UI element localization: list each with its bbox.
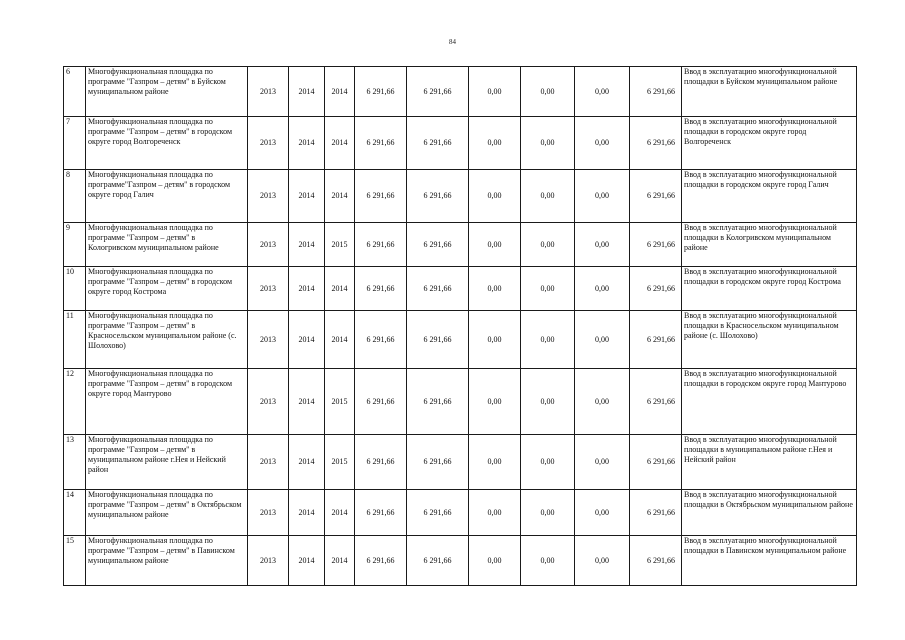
total-amount: 6 291,66: [355, 267, 407, 311]
year-start: 2013: [248, 536, 289, 586]
year-end: 2015: [325, 435, 355, 490]
federal-amount: 6 291,66: [407, 536, 469, 586]
sum-amount: 6 291,66: [630, 490, 682, 536]
row-number: 13: [64, 435, 86, 490]
row-number: 11: [64, 311, 86, 369]
total-amount: 6 291,66: [355, 490, 407, 536]
year-end: 2014: [325, 311, 355, 369]
sum-amount: 6 291,66: [630, 267, 682, 311]
sum-amount: 6 291,66: [630, 223, 682, 267]
municipal-amount: 0,00: [521, 67, 575, 117]
sum-amount: 6 291,66: [630, 536, 682, 586]
expected-result: Ввод в эксплуатацию многофункциональной площадки в Буйском муниципальном районе: [682, 67, 857, 117]
regional-amount: 0,00: [469, 170, 521, 223]
total-amount: 6 291,66: [355, 170, 407, 223]
federal-amount: 6 291,66: [407, 267, 469, 311]
federal-amount: 6 291,66: [407, 311, 469, 369]
year-start: 2013: [248, 223, 289, 267]
table-row: [64, 435, 857, 490]
object-name: Многофункциональная площадка по программе"Газпром – детям" в городском округе город Галич: [86, 170, 248, 223]
year-mid: 2014: [289, 311, 325, 369]
table-row: [64, 490, 857, 536]
object-name: Многофункциональная площадка по программе "Газпром – детям" в городском округе город Кострома: [86, 267, 248, 311]
regional-amount: 0,00: [469, 369, 521, 435]
year-end: 2015: [325, 369, 355, 435]
other-amount: 0,00: [575, 435, 630, 490]
regional-amount: 0,00: [469, 117, 521, 170]
object-name: Многофункциональная площадка по программе "Газпром – детям" в муниципальном районе г.Нея и Нейский район: [86, 435, 248, 490]
year-start: 2013: [248, 490, 289, 536]
municipal-amount: 0,00: [521, 223, 575, 267]
expected-result: Ввод в эксплуатацию многофункциональной площадки в городском округе город Волгореченск: [682, 117, 857, 170]
expected-result: Ввод в эксплуатацию многофункциональной площадки в муниципальном районе г.Нея и Нейский район: [682, 435, 857, 490]
year-start: 2013: [248, 117, 289, 170]
total-amount: 6 291,66: [355, 311, 407, 369]
expected-result: Ввод в эксплуатацию многофункциональной площадки в Красносельском муниципальном районе (с. Шолохово): [682, 311, 857, 369]
row-number: 6: [64, 67, 86, 117]
total-amount: 6 291,66: [355, 223, 407, 267]
regional-amount: 0,00: [469, 311, 521, 369]
object-name: Многофункциональная площадка по программе "Газпром – детям" в Октябрьском муниципальном районе: [86, 490, 248, 536]
table-row: [64, 170, 857, 223]
federal-amount: 6 291,66: [407, 170, 469, 223]
regional-amount: 0,00: [469, 223, 521, 267]
expected-result: Ввод в эксплуатацию многофункциональной площадки в Кологривском муниципальном районе: [682, 223, 857, 267]
other-amount: 0,00: [575, 223, 630, 267]
row-number: 9: [64, 223, 86, 267]
year-start: 2013: [248, 311, 289, 369]
year-mid: 2014: [289, 170, 325, 223]
other-amount: 0,00: [575, 311, 630, 369]
row-number: 8: [64, 170, 86, 223]
year-mid: 2014: [289, 435, 325, 490]
sum-amount: 6 291,66: [630, 117, 682, 170]
federal-amount: 6 291,66: [407, 223, 469, 267]
object-name: Многофункциональная площадка по программе "Газпром – детям" в Буйском муниципальном районе: [86, 67, 248, 117]
federal-amount: 6 291,66: [407, 435, 469, 490]
total-amount: 6 291,66: [355, 536, 407, 586]
federal-amount: 6 291,66: [407, 67, 469, 117]
other-amount: 0,00: [575, 267, 630, 311]
sum-amount: 6 291,66: [630, 67, 682, 117]
year-mid: 2014: [289, 117, 325, 170]
row-number: 10: [64, 267, 86, 311]
total-amount: 6 291,66: [355, 369, 407, 435]
table-row: [64, 311, 857, 369]
year-end: 2014: [325, 536, 355, 586]
municipal-amount: 0,00: [521, 311, 575, 369]
other-amount: 0,00: [575, 490, 630, 536]
municipal-amount: 0,00: [521, 267, 575, 311]
sum-amount: 6 291,66: [630, 311, 682, 369]
year-mid: 2014: [289, 267, 325, 311]
sum-amount: 6 291,66: [630, 170, 682, 223]
year-start: 2013: [248, 435, 289, 490]
table-row: [64, 117, 857, 170]
expected-result: Ввод в эксплуатацию многофункциональной площадки в городском округе город Кострома: [682, 267, 857, 311]
page-number: 84: [449, 38, 456, 46]
sum-amount: 6 291,66: [630, 435, 682, 490]
year-end: 2014: [325, 490, 355, 536]
municipal-amount: 0,00: [521, 170, 575, 223]
other-amount: 0,00: [575, 170, 630, 223]
row-number: 15: [64, 536, 86, 586]
sum-amount: 6 291,66: [630, 369, 682, 435]
regional-amount: 0,00: [469, 67, 521, 117]
object-name: Многофункциональная площадка по программе "Газпром – детям" в Красносельском муниципальном районе (с. Шолохово): [86, 311, 248, 369]
total-amount: 6 291,66: [355, 435, 407, 490]
total-amount: 6 291,66: [355, 67, 407, 117]
year-start: 2013: [248, 170, 289, 223]
municipal-amount: 0,00: [521, 117, 575, 170]
year-end: 2014: [325, 170, 355, 223]
year-end: 2015: [325, 223, 355, 267]
regional-amount: 0,00: [469, 267, 521, 311]
table-row: [64, 536, 857, 586]
year-start: 2013: [248, 67, 289, 117]
table-row: [64, 369, 857, 435]
municipal-amount: 0,00: [521, 490, 575, 536]
other-amount: 0,00: [575, 536, 630, 586]
year-mid: 2014: [289, 490, 325, 536]
regional-amount: 0,00: [469, 435, 521, 490]
row-number: 7: [64, 117, 86, 170]
table-row: [64, 67, 857, 117]
municipal-amount: 0,00: [521, 536, 575, 586]
expected-result: Ввод в эксплуатацию многофункциональной площадки в Павинском муниципальном районе: [682, 536, 857, 586]
municipal-amount: 0,00: [521, 435, 575, 490]
expected-result: Ввод в эксплуатацию многофункциональной площадки в городском округе город Галич: [682, 170, 857, 223]
regional-amount: 0,00: [469, 536, 521, 586]
table-row: [64, 223, 857, 267]
year-mid: 2014: [289, 223, 325, 267]
year-end: 2014: [325, 67, 355, 117]
year-mid: 2014: [289, 536, 325, 586]
other-amount: 0,00: [575, 369, 630, 435]
regional-amount: 0,00: [469, 490, 521, 536]
federal-amount: 6 291,66: [407, 117, 469, 170]
object-name: Многофункциональная площадка по программе "Газпром – детям" в городском округе город Волгореченск: [86, 117, 248, 170]
other-amount: 0,00: [575, 67, 630, 117]
municipal-amount: 0,00: [521, 369, 575, 435]
other-amount: 0,00: [575, 117, 630, 170]
year-mid: 2014: [289, 369, 325, 435]
expected-result: Ввод в эксплуатацию многофункциональной площадки в Октябрьском муниципальном районе: [682, 490, 857, 536]
year-end: 2014: [325, 267, 355, 311]
row-number: 14: [64, 490, 86, 536]
federal-amount: 6 291,66: [407, 369, 469, 435]
object-name: Многофункциональная площадка по программе "Газпром – детям" в Павинском муниципальном районе: [86, 536, 248, 586]
year-start: 2013: [248, 369, 289, 435]
total-amount: 6 291,66: [355, 117, 407, 170]
object-name: Многофункциональная площадка по программе "Газпром – детям" в Кологривском муниципальном районе: [86, 223, 248, 267]
object-name: Многофункциональная площадка по программе "Газпром – детям" в городском округе город Мантурово: [86, 369, 248, 435]
expected-result: Ввод в эксплуатацию многофункциональной площадки в городском округе город Мантурово: [682, 369, 857, 435]
year-mid: 2014: [289, 67, 325, 117]
table-row: [64, 267, 857, 311]
program-table: [63, 66, 857, 586]
row-number: 12: [64, 369, 86, 435]
federal-amount: 6 291,66: [407, 490, 469, 536]
year-end: 2014: [325, 117, 355, 170]
year-start: 2013: [248, 267, 289, 311]
